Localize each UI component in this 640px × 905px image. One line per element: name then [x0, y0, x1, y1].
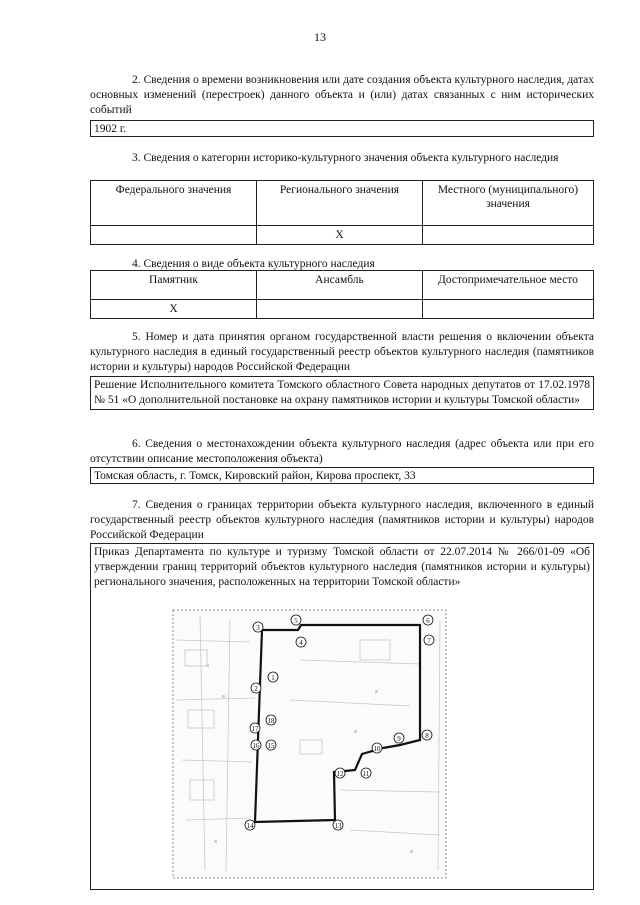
- boundary-point-9: [394, 733, 404, 743]
- category-header-local: Местного (муниципального) значения: [422, 181, 593, 226]
- boundary-point-17: [250, 723, 260, 733]
- svg-text:3: 3: [256, 624, 260, 632]
- svg-text:1: 1: [271, 674, 275, 682]
- section-3-text: 3. Сведения о категории историко-культурного значения объекта культурного наследия: [132, 152, 559, 164]
- boundary-point-2: [251, 683, 261, 693]
- boundary-point-11: [361, 768, 371, 778]
- svg-text:11: 11: [362, 770, 370, 778]
- boundary-point-6: [423, 615, 433, 625]
- section-6-text: 6. Сведения о местонахождении объекта культурного наследия (адрес объекта или при его отсутствии описание местоположения объекта): [90, 438, 594, 465]
- boundary-point-14: [245, 820, 255, 830]
- svg-text:13: 13: [334, 822, 342, 830]
- boundary-point-18: [266, 715, 276, 725]
- section-2-text: 2. Сведения о времени возникновения или дате создания объекта культурного наследия, датах основных изменений (перестроек) данного объекта и (или) датах связанных с ним исторических событий: [90, 74, 594, 116]
- type-header-monument: Памятник: [91, 271, 257, 300]
- boundary-point-13: [333, 820, 343, 830]
- svg-text:5: 5: [294, 617, 298, 625]
- boundary-point-10: [372, 743, 382, 753]
- section-4-text: 4. Сведения о виде объекта культурного наследия: [132, 258, 375, 270]
- section-5-text: 5. Номер и дата принятия органом государственной власти решения о включении объекта культурного наследия в единый государственный реестр объектов культурного наследия (памятников истории и культуры) народов Российской Федерации: [90, 331, 594, 373]
- section-2-value: 1902 г.: [94, 123, 127, 135]
- svg-text:7: 7: [427, 637, 431, 645]
- boundary-point-16: [251, 740, 261, 750]
- boundary-point-8: [422, 730, 432, 740]
- svg-text:12: 12: [336, 770, 344, 778]
- boundary-point-5: [291, 615, 301, 625]
- boundary-point-3: [253, 622, 263, 632]
- type-header-ensemble: Ансамбль: [256, 271, 422, 300]
- boundary-point-1: [268, 672, 278, 682]
- svg-text:6: 6: [426, 617, 430, 625]
- boundary-point-7: [424, 635, 434, 645]
- svg-text:17: 17: [251, 725, 259, 733]
- svg-text:2: 2: [254, 685, 258, 693]
- svg-text:10: 10: [373, 745, 381, 753]
- svg-text:15: 15: [267, 742, 275, 750]
- page-number: 13: [314, 30, 326, 44]
- category-header-federal: Федерального значения: [91, 181, 257, 226]
- boundary-point-4: [296, 637, 306, 647]
- svg-text:18: 18: [267, 717, 275, 725]
- svg-text:9: 9: [397, 735, 401, 743]
- section-6-value: Томская область, г. Томск, Кировский район, Кирова проспект, 33: [94, 470, 416, 482]
- type-mark-monument: X: [91, 300, 257, 319]
- section-7-value: Приказ Департамента по культуре и туризму Томской области от 22.07.2014 № 266/01-09 «Об утверждении границ территорий объектов культурного наследия (памятников истории и культуры) регионального значения, расположенных на территории Томской области»: [94, 546, 590, 588]
- section-5-value: Решение Исполнительного комитета Томского областного Совета народных депутатов от 17.02.1978 № 51 «О дополнительной постановке на охрану памятников истории и культуры Томской области»: [94, 379, 590, 406]
- svg-text:4: 4: [299, 639, 303, 647]
- boundary-point-12: [335, 768, 345, 778]
- category-mark-regional: X: [256, 226, 422, 245]
- svg-text:14: 14: [246, 822, 254, 830]
- section-7-text: 7. Сведения о границах территории объекта культурного наследия, включенного в единый государственный реестр объектов культурного наследия (памятников истории и культуры) народов Российской Федерации: [90, 499, 594, 541]
- svg-text:16: 16: [252, 742, 260, 750]
- type-header-landmark: Достопримечательное место: [422, 271, 593, 300]
- boundary-point-15: [266, 740, 276, 750]
- category-header-regional: Регионального значения: [256, 181, 422, 226]
- svg-text:8: 8: [425, 732, 429, 740]
